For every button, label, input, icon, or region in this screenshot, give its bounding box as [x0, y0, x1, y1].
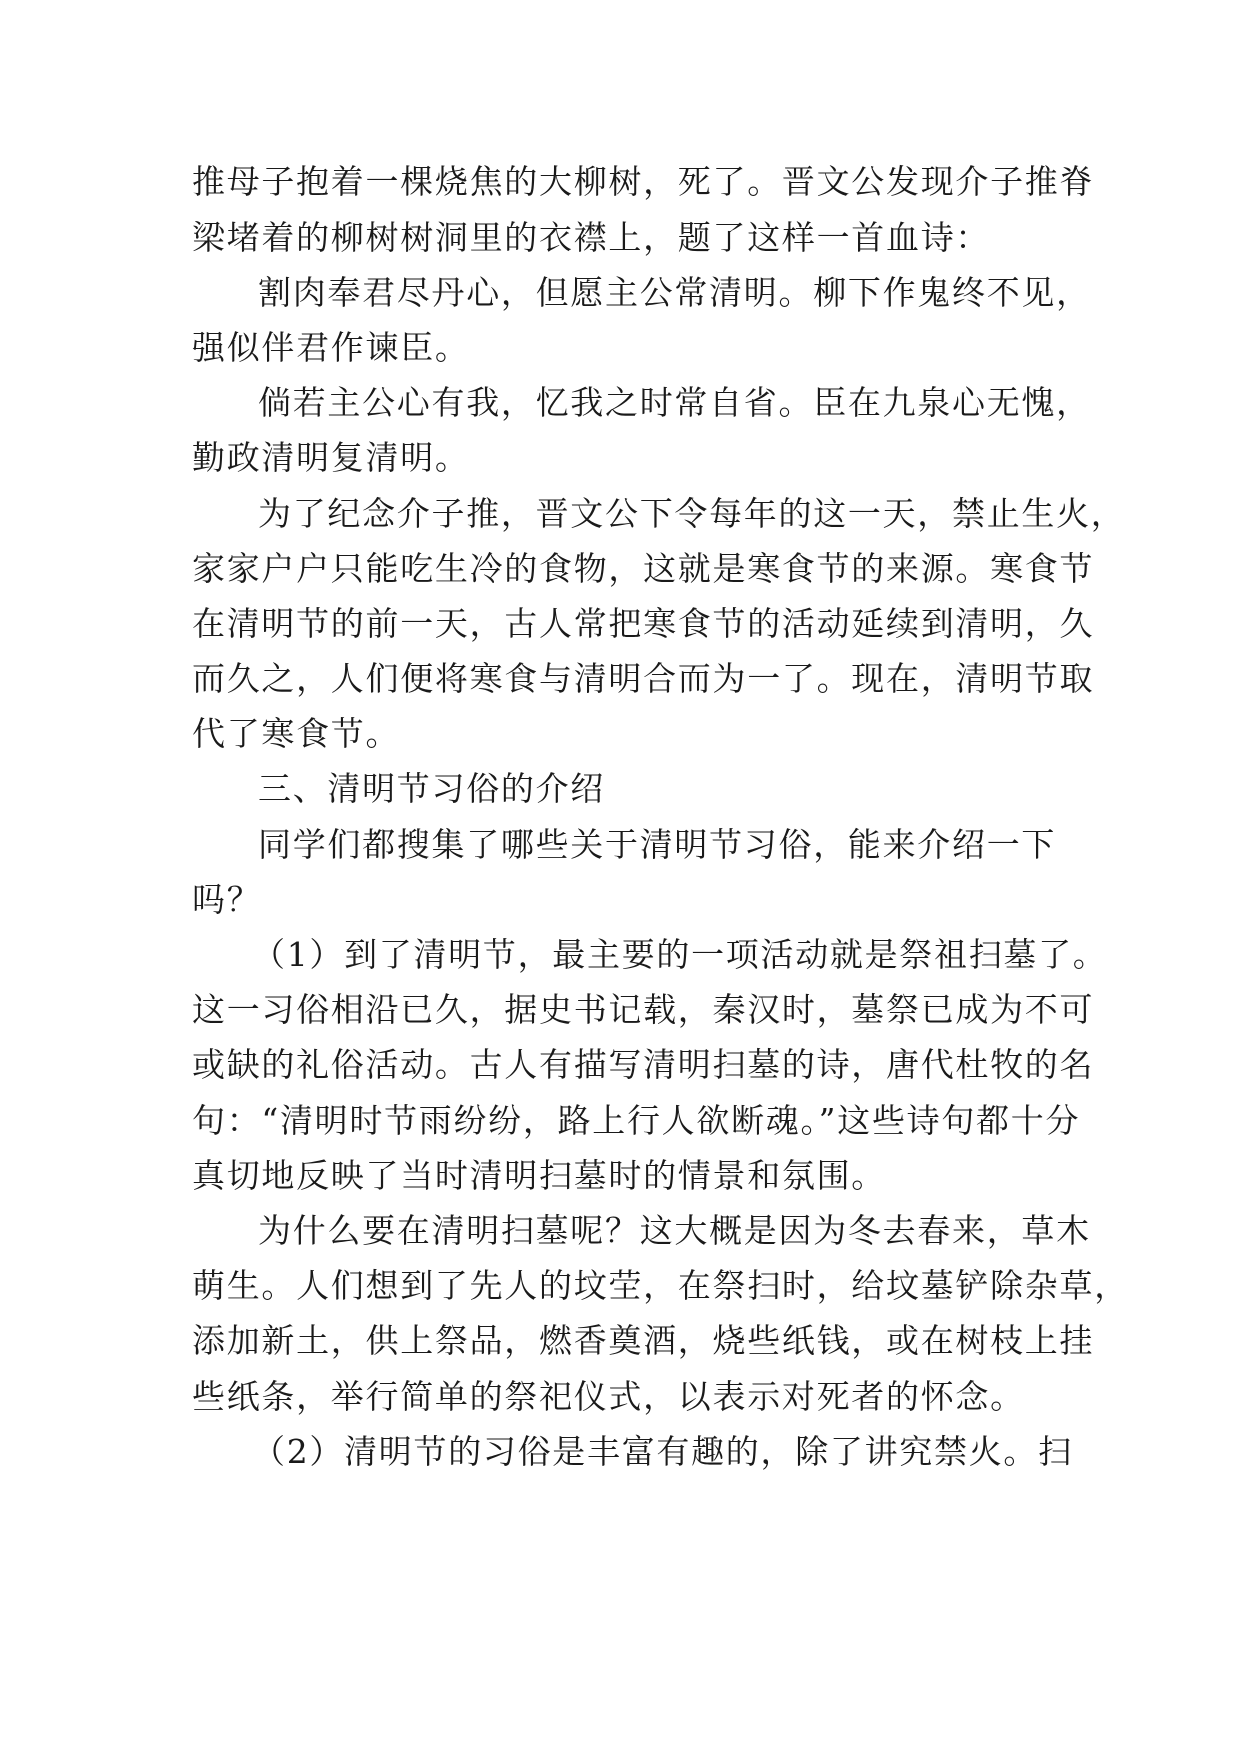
text-line: （2）清明节的习俗是丰富有趣的，除了讲究禁火。扫: [252, 1432, 1073, 1471]
text-line: 萌生。人们想到了先人的坟茔，在祭扫时，给坟墓铲除杂草，: [192, 1266, 1129, 1305]
text-line: 同学们都搜集了哪些关于清明节习俗，能来介绍一下: [258, 825, 1057, 864]
text-line: （1）到了清明节，最主要的一项活动就是祭祖扫墓了。: [252, 935, 1108, 974]
text-line: 或缺的礼俗活动。古人有描写清明扫墓的诗，唐代杜牧的名: [192, 1045, 1095, 1084]
section-heading: 三、清明节习俗的介绍: [258, 769, 605, 808]
poem-line: 强似伴君作谏臣。: [192, 328, 470, 367]
text-line: 为了纪念介子推，晋文公下令每年的这一天，禁止生火，: [258, 494, 1126, 533]
text-line: 推母子抱着一棵烧焦的大柳树，死了。晋文公发现介子推脊: [192, 162, 1095, 201]
text-line: 这一习俗相沿已久，据史书记载，秦汉时，墓祭已成为不可: [192, 990, 1095, 1029]
poem-line: 倘若主公心有我，忆我之时常自省。臣在九泉心无愧，: [258, 383, 1091, 422]
poem-line: 割肉奉君尽丹心，但愿主公常清明。柳下作鬼终不见，: [258, 273, 1091, 312]
text-line: 代了寒食节。: [192, 714, 401, 753]
text-line: 真切地反映了当时清明扫墓时的情景和氛围。: [192, 1156, 886, 1195]
text-line: 而久之，人们便将寒食与清明合而为一了。现在，清明节取: [192, 659, 1095, 698]
text-line: 句：“清明时节雨纷纷，路上行人欲断魂。”这些诗句都十分: [192, 1101, 1081, 1140]
text-line: 吗？: [192, 880, 262, 919]
poem-line: 勤政清明复清明。: [192, 438, 470, 477]
text-line: 家家户户只能吃生冷的食物，这就是寒食节的来源。寒食节: [192, 549, 1095, 588]
text-line: 梁堵着的柳树树洞里的衣襟上，题了这样一首血诗：: [192, 218, 991, 257]
text-line: 添加新土，供上祭品，燃香奠酒，烧些纸钱，或在树枝上挂: [192, 1321, 1095, 1360]
text-line: 为什么要在清明扫墓呢？这大概是因为冬去春来，草木: [258, 1211, 1091, 1250]
text-line: 在清明节的前一天，古人常把寒食节的活动延续到清明，久: [192, 604, 1095, 643]
text-line: 些纸条，举行简单的祭祀仪式，以表示对死者的怀念。: [192, 1377, 1025, 1416]
